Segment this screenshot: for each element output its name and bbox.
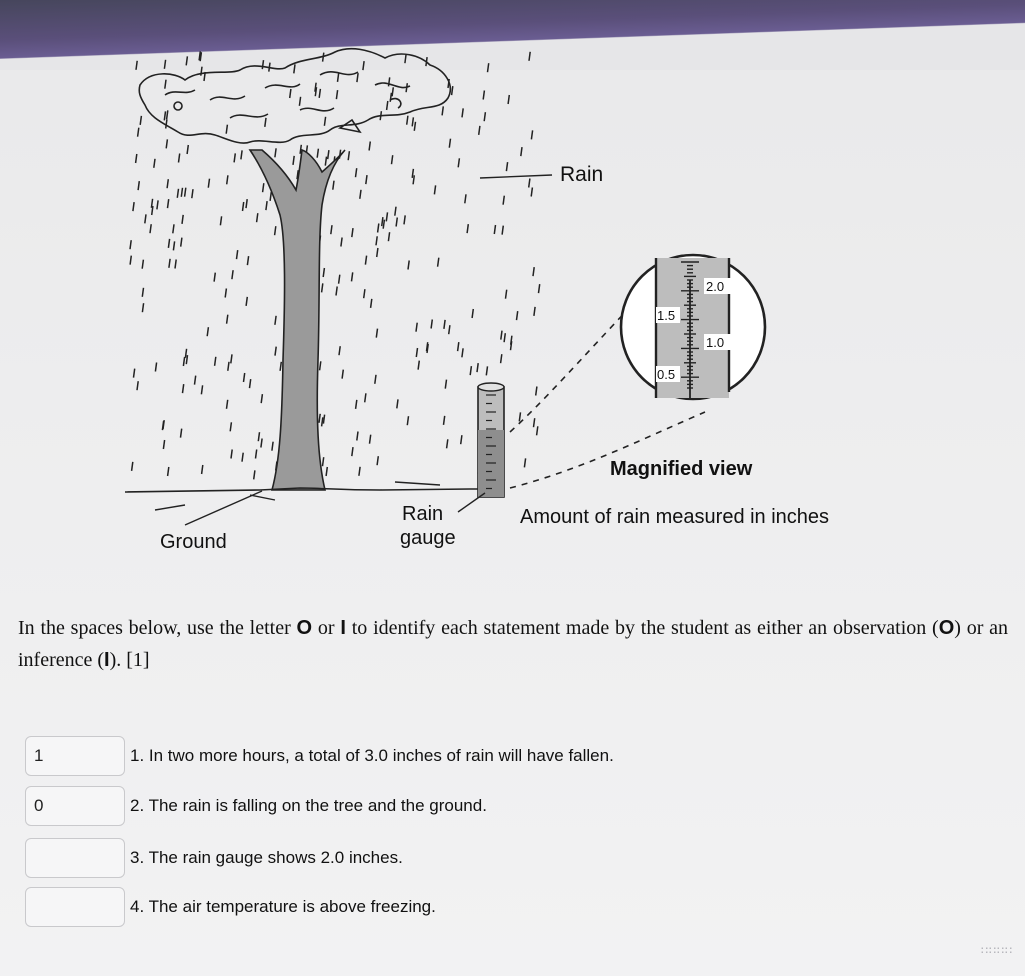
raindrop-mark bbox=[168, 467, 169, 476]
statement-text-4: 4. The air temperature is above freezing. bbox=[130, 897, 436, 916]
raindrop-mark bbox=[226, 125, 227, 134]
raindrop-mark bbox=[234, 153, 235, 162]
raindrop-mark bbox=[326, 467, 327, 476]
raindrop-mark bbox=[392, 155, 393, 164]
raindrop-mark bbox=[438, 258, 439, 267]
raindrop-mark bbox=[396, 218, 397, 227]
raindrop-mark bbox=[183, 357, 184, 366]
raindrop-mark bbox=[501, 331, 502, 340]
raindrop-mark bbox=[477, 363, 478, 372]
raindrop-mark bbox=[137, 381, 138, 390]
raindrop-mark bbox=[299, 97, 300, 106]
raindrop-mark bbox=[461, 435, 462, 444]
raindrop-mark bbox=[181, 238, 182, 247]
raindrop-mark bbox=[164, 60, 165, 69]
raindrop-mark bbox=[521, 147, 522, 156]
raindrop-mark bbox=[539, 284, 540, 293]
raindrop-mark bbox=[504, 333, 505, 342]
raindrop-mark bbox=[339, 346, 340, 355]
raindrop-mark bbox=[192, 189, 193, 198]
raindrop-mark bbox=[322, 283, 323, 292]
raindrop-mark bbox=[244, 373, 245, 382]
raindrop-mark bbox=[165, 80, 166, 89]
raindrop-mark bbox=[258, 432, 259, 441]
raindrop-mark bbox=[338, 73, 339, 82]
raindrop-mark bbox=[214, 273, 215, 282]
instructions-text-2: to identify each statement made by the student as either an observation ( bbox=[351, 617, 939, 639]
raindrop-mark bbox=[290, 89, 291, 98]
raindrop-mark bbox=[323, 415, 324, 424]
raindrop-mark bbox=[383, 220, 384, 229]
raindrop-mark bbox=[360, 190, 361, 199]
raindrop-mark bbox=[250, 379, 251, 388]
raindrop-mark bbox=[328, 150, 329, 159]
raindrop-mark bbox=[275, 316, 276, 325]
magnified-view-label: Magnified view bbox=[610, 458, 753, 480]
raindrop-mark bbox=[130, 256, 131, 265]
raindrop-mark bbox=[377, 456, 378, 465]
raindrop-mark bbox=[272, 442, 273, 451]
raindrop-mark bbox=[341, 238, 342, 247]
rain-gauge-label-line1: Rain bbox=[402, 503, 444, 525]
raindrop-mark bbox=[138, 128, 139, 137]
raindrop-mark bbox=[168, 239, 169, 248]
raindrop-mark bbox=[342, 370, 343, 379]
raindrop-mark bbox=[323, 457, 324, 466]
raindrop-mark bbox=[185, 188, 186, 197]
raindrop-mark bbox=[412, 117, 413, 126]
raindrop-mark bbox=[132, 462, 133, 471]
raindrop-mark bbox=[262, 60, 263, 69]
raindrop-mark bbox=[246, 199, 247, 208]
raindrop-mark bbox=[185, 349, 186, 358]
tree-trunk bbox=[250, 150, 345, 490]
raindrop-mark bbox=[392, 87, 393, 96]
raindrop-mark bbox=[414, 122, 415, 131]
raindrop-mark bbox=[534, 418, 535, 427]
ground-label: Ground bbox=[160, 531, 227, 553]
rain-gauge bbox=[478, 383, 504, 497]
raindrop-mark bbox=[365, 256, 366, 265]
raindrop-mark bbox=[356, 168, 357, 177]
raindrop-mark bbox=[215, 357, 216, 366]
raindrop-mark bbox=[465, 194, 466, 203]
raindrop-mark bbox=[247, 256, 248, 265]
instructions-text-4: ). [1] bbox=[109, 649, 150, 671]
raindrop-mark bbox=[458, 342, 459, 351]
raindrop-mark bbox=[407, 416, 408, 425]
raindrop-mark bbox=[529, 179, 530, 188]
statement-text-1: 1. In two more hours, a total of 3.0 inches of rain will have fallen. bbox=[130, 746, 614, 765]
instructions bbox=[18, 612, 1008, 676]
letter-o-2: O bbox=[938, 617, 955, 639]
raindrop-mark bbox=[405, 54, 406, 63]
raindrop-mark bbox=[142, 288, 143, 297]
raindrop-mark bbox=[389, 77, 390, 86]
raindrop-mark bbox=[179, 154, 180, 163]
raindrop-mark bbox=[173, 241, 174, 250]
raindrop-mark bbox=[242, 453, 243, 462]
raindrop-mark bbox=[447, 439, 448, 448]
raindrop-mark bbox=[164, 111, 165, 120]
raindrop-mark bbox=[416, 348, 417, 357]
raindrop-mark bbox=[375, 375, 376, 384]
resize-grip-icon[interactable]: ∷∷∷∷ bbox=[981, 945, 1013, 957]
raindrop-mark bbox=[186, 355, 187, 364]
raindrop-mark bbox=[449, 139, 450, 148]
raindrop-mark bbox=[243, 202, 244, 211]
raindrop-mark bbox=[183, 384, 184, 393]
raindrop-mark bbox=[502, 226, 503, 235]
letter-o: O bbox=[296, 617, 313, 639]
raindrop-mark bbox=[220, 216, 221, 225]
raindrop-mark bbox=[472, 309, 473, 318]
raindrop-mark bbox=[531, 130, 532, 139]
raindrop-mark bbox=[187, 145, 188, 154]
raindrop-mark bbox=[444, 320, 445, 329]
scale-label-1-5: 1.5 bbox=[657, 308, 676, 323]
raindrop-mark bbox=[257, 213, 258, 222]
raindrop-mark bbox=[537, 426, 538, 435]
raindrop-mark bbox=[130, 240, 131, 249]
raindrop-mark bbox=[376, 236, 377, 245]
raindrop-mark bbox=[207, 327, 208, 336]
raindrop-mark bbox=[470, 366, 471, 375]
raindrop-mark bbox=[501, 354, 502, 363]
raindrop-mark bbox=[181, 188, 182, 197]
raindrop-mark bbox=[458, 158, 459, 167]
raindrop-mark bbox=[452, 86, 453, 95]
raindrop-mark bbox=[370, 435, 371, 444]
scale-label-0-5: 0.5 bbox=[657, 367, 676, 382]
raindrop-mark bbox=[462, 348, 463, 357]
raindrop-mark bbox=[227, 400, 228, 409]
raindrop-mark bbox=[325, 157, 326, 166]
raindrop-mark bbox=[324, 117, 325, 126]
raindrop-mark bbox=[484, 112, 485, 121]
raindrop-mark bbox=[413, 175, 414, 184]
raindrop-mark bbox=[359, 467, 360, 476]
raindrop-mark bbox=[142, 260, 143, 269]
raindrop-mark bbox=[431, 320, 432, 329]
raindrop-mark bbox=[444, 416, 445, 425]
raindrop-mark bbox=[508, 95, 509, 104]
raindrop-mark bbox=[378, 224, 379, 233]
raindrop-mark bbox=[331, 225, 332, 234]
raindrop-mark bbox=[225, 289, 226, 298]
raindrop-mark bbox=[270, 192, 271, 201]
raindrop-mark bbox=[404, 215, 405, 224]
raindrop-mark bbox=[230, 422, 231, 431]
raindrop-mark bbox=[167, 110, 168, 119]
raindrop-mark bbox=[366, 175, 367, 184]
raindrop-mark bbox=[166, 139, 167, 148]
raindrop-mark bbox=[486, 366, 487, 375]
raindrop-mark bbox=[519, 412, 520, 421]
raindrop-mark bbox=[241, 150, 242, 159]
raindrop-mark bbox=[177, 189, 178, 198]
raindrop-mark bbox=[261, 439, 262, 448]
raindrop-mark bbox=[181, 429, 182, 438]
raindrop-mark bbox=[231, 354, 232, 363]
raindrop-mark bbox=[536, 387, 537, 396]
raindrop-mark bbox=[166, 120, 167, 129]
raindrop-mark bbox=[275, 148, 276, 157]
raindrop-mark bbox=[319, 89, 320, 98]
raindrop-mark bbox=[352, 272, 353, 281]
raindrop-mark bbox=[506, 162, 507, 171]
raindrop-mark bbox=[294, 64, 295, 73]
raindrop-mark bbox=[534, 307, 535, 316]
raindrop-mark bbox=[140, 116, 141, 125]
raindrop-mark bbox=[231, 450, 232, 459]
raindrop-mark bbox=[186, 56, 187, 65]
raindrop-mark bbox=[336, 287, 337, 296]
raindrop-mark bbox=[356, 400, 357, 409]
raindrop-mark bbox=[275, 347, 276, 356]
amount-caption: Amount of rain measured in inches bbox=[520, 506, 830, 528]
raindrop-mark bbox=[352, 447, 353, 456]
raindrop-mark bbox=[445, 380, 446, 389]
instructions-text-3: ) or an inference ( bbox=[18, 617, 1009, 671]
raindrop-mark bbox=[322, 417, 323, 426]
raindrop-mark bbox=[408, 261, 409, 270]
raindrop-mark bbox=[387, 101, 388, 110]
raindrop-mark bbox=[163, 440, 164, 449]
rain-gauge-label-line2: gauge bbox=[400, 527, 456, 549]
raindrop-mark bbox=[154, 159, 155, 168]
raindrop-mark bbox=[357, 432, 358, 441]
raindrop-mark bbox=[386, 212, 387, 221]
raindrop-mark bbox=[531, 188, 532, 197]
statement-text-3: 3. The rain gauge shows 2.0 inches. bbox=[130, 848, 403, 867]
raindrop-mark bbox=[237, 250, 238, 259]
raindrop-mark bbox=[227, 175, 228, 184]
raindrop-mark bbox=[339, 275, 340, 284]
raindrop-mark bbox=[293, 156, 294, 165]
raindrop-mark bbox=[517, 311, 518, 320]
raindrop-mark bbox=[524, 458, 525, 467]
raindrop-mark bbox=[333, 181, 334, 190]
raindrop-mark bbox=[320, 361, 321, 370]
raindrop-mark bbox=[145, 214, 146, 223]
raindrop-mark bbox=[182, 215, 183, 224]
raindrop-mark bbox=[228, 362, 229, 371]
raindrop-mark bbox=[467, 224, 468, 233]
raindrop-mark bbox=[506, 290, 507, 299]
answer-input-1[interactable] bbox=[25, 736, 125, 776]
raindrop-mark bbox=[173, 224, 174, 233]
raindrop-mark bbox=[319, 414, 320, 423]
raindrop-mark bbox=[416, 323, 417, 332]
letter-i-2: I bbox=[104, 649, 110, 671]
raindrop-mark bbox=[369, 142, 370, 151]
raindrop-mark bbox=[434, 185, 435, 194]
raindrop-mark bbox=[261, 394, 262, 403]
raindrop-mark bbox=[167, 179, 168, 188]
raindrop-mark bbox=[529, 52, 530, 61]
raindrop-mark bbox=[280, 362, 281, 371]
raindrop-mark bbox=[150, 224, 151, 233]
raindrop-mark bbox=[395, 207, 396, 216]
raindrop-mark bbox=[208, 179, 209, 188]
raindrop-mark bbox=[397, 399, 398, 408]
raindrop-mark bbox=[275, 226, 276, 235]
raindrop-mark bbox=[418, 361, 419, 370]
raindrop-mark bbox=[266, 201, 267, 210]
raindrop-mark bbox=[449, 325, 450, 334]
raindrop-mark bbox=[317, 149, 318, 158]
raindrop-mark bbox=[382, 217, 383, 226]
raindrop-mark bbox=[202, 465, 203, 474]
raindrop-mark bbox=[407, 116, 408, 125]
raindrop-mark bbox=[134, 369, 135, 378]
raindrop-mark bbox=[246, 297, 247, 306]
raindrop-mark bbox=[488, 63, 489, 72]
scale-label-1-0: 1.0 bbox=[706, 335, 725, 350]
raindrop-mark bbox=[363, 61, 364, 70]
raindrop-mark bbox=[254, 470, 255, 479]
raindrop-mark bbox=[479, 126, 480, 135]
raindrop-mark bbox=[376, 329, 377, 338]
raindrop-mark bbox=[365, 393, 366, 402]
raindrop-mark bbox=[377, 248, 378, 257]
raindrop-mark bbox=[364, 289, 365, 298]
raindrop-mark bbox=[169, 259, 170, 268]
magnified-view bbox=[621, 255, 765, 399]
answer-input-2[interactable] bbox=[25, 786, 125, 826]
raindrop-mark bbox=[388, 232, 389, 241]
scale-label-2-0: 2.0 bbox=[706, 279, 725, 294]
raindrop-mark bbox=[348, 151, 349, 160]
raindrop-mark bbox=[533, 267, 534, 276]
letter-i: I bbox=[340, 617, 346, 639]
raindrop-mark bbox=[503, 196, 504, 205]
raindrop-mark bbox=[227, 315, 228, 324]
raindrop-mark bbox=[323, 268, 324, 277]
raindrop-mark bbox=[442, 106, 443, 115]
raindrop-mark bbox=[232, 270, 233, 279]
raindrop-mark bbox=[256, 450, 257, 459]
raindrop-mark bbox=[136, 154, 137, 163]
raindrop-mark bbox=[263, 183, 264, 192]
statement-text-2: 2. The rain is falling on the tree and the ground. bbox=[130, 796, 487, 815]
raindrop-mark bbox=[157, 200, 158, 209]
raindrop-mark bbox=[142, 303, 143, 312]
raindrop-mark bbox=[138, 181, 139, 190]
answer-input-4[interactable] bbox=[25, 887, 125, 927]
instructions-text-1: In the spaces below, use the letter bbox=[18, 617, 291, 639]
raindrop-mark bbox=[136, 61, 137, 70]
raindrop-mark bbox=[175, 260, 176, 269]
answer-input-3[interactable] bbox=[25, 838, 125, 878]
raindrop-mark bbox=[462, 108, 463, 117]
rain-label: Rain bbox=[560, 163, 604, 186]
raindrop-mark bbox=[352, 228, 353, 237]
raindrop-mark bbox=[133, 202, 134, 211]
raindrop-mark bbox=[494, 225, 495, 234]
raindrop-mark bbox=[412, 169, 413, 178]
instructions-or: or bbox=[317, 617, 335, 639]
raindrop-mark bbox=[336, 90, 337, 99]
raindrop-mark bbox=[371, 299, 372, 308]
raindrop-mark bbox=[357, 73, 358, 82]
raindrop-mark bbox=[201, 385, 202, 394]
raindrop-mark bbox=[265, 118, 266, 127]
raindrop-mark bbox=[168, 199, 169, 208]
raindrop-mark bbox=[195, 376, 196, 385]
raindrop-mark bbox=[483, 91, 484, 100]
raindrop-mark bbox=[155, 363, 156, 372]
